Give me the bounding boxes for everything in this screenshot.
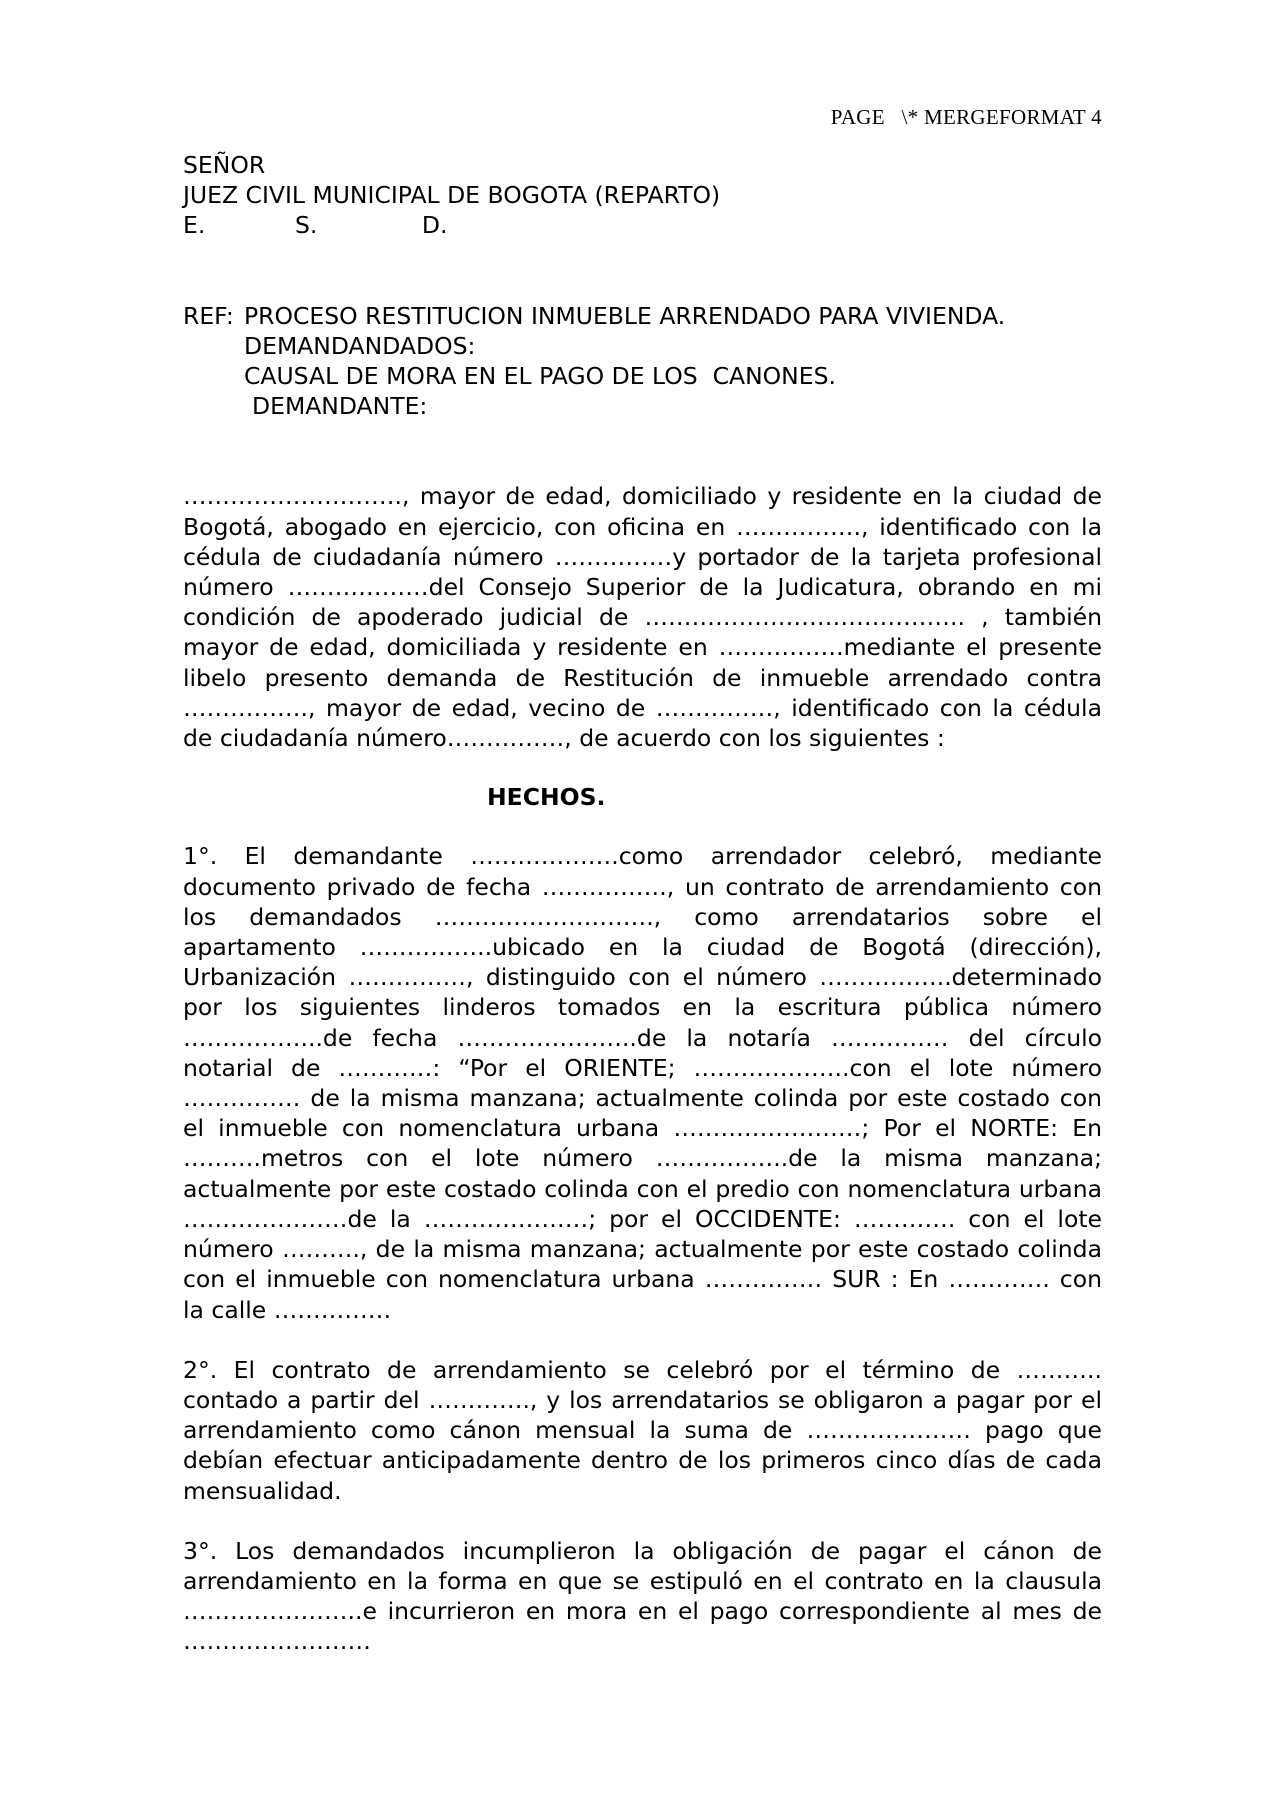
- addressee-title: SEÑOR: [183, 151, 266, 179]
- addressee-esd: E. S. D.: [183, 211, 448, 240]
- reference-plaintiff: DEMANDANTE:: [252, 392, 428, 421]
- fact-2: 2°. El contrato de arrendamiento se celebró por el término de ……….. contado a partir del …………., y los arrendatarios se obligaron a pagar por el arrendamiento como cánon mensual la suma de ………………… pago que debían efectuar anticipadamente dentro de los primeros cinco días de cada mensualidad.: [183, 1355, 1102, 1505]
- reference-defendants: DEMANDANDADOS:: [244, 331, 476, 360]
- facts-heading: HECHOS.: [487, 783, 606, 812]
- addressee-block: [183, 150, 1102, 241]
- reference-cause: CAUSAL DE MORA EN EL PAGO DE LOS CANONES.: [244, 362, 836, 391]
- page-field-code: PAGE \* MERGEFORMAT 4: [830, 105, 1102, 129]
- document-body: [183, 150, 1102, 1657]
- addressee-court: JUEZ CIVIL MUNICIPAL DE BOGOTA (REPARTO): [183, 181, 721, 210]
- fact-3: 3°. Los demandados incumplieron la obligación de pagar el cánon de arrendamiento en la forma en que se estipuló en el contrato en la clausula …………………..e incurrieron en mora en el pago correspondiente al mes de ……………………: [183, 1536, 1102, 1656]
- intro-paragraph: ………………………., mayor de edad, domiciliado y residente en la ciudad de Bogotá, abogado en ejercicio, con oficina en ……………., identificado con la cédula de ciudadanía número ……………y portador de la tarjeta profesional número ………………del Consejo Superior de la Judicatura, obrando en mi condición de apoderado judicial de ………………………………….. , también mayor de edad, domiciliada y residente en …………….mediante el presente libelo presento demanda de Restitución de inmueble arrendado contra ……………., mayor de edad, vecino de ……………, identificado con la cédula de ciudadanía número……………, de acuerdo con los siguientes :: [183, 482, 1102, 753]
- reference-block: [183, 301, 1102, 422]
- reference-label: REF:: [183, 301, 234, 330]
- reference-process: PROCESO RESTITUCION INMUEBLE ARRENDADO PARA VIVIENDA.: [244, 301, 1006, 330]
- fact-1: 1°. El demandante ……………….como arrendador celebró, mediante documento privado de fecha ……………., un contrato de arrendamiento con los demandados ………………………., como arrendatarios sobre el apartamento ……………..ubicado en la ciudad de Bogotá (dirección), Urbanización ……………, distinguido con el número ……………..determinado por los siguientes linderos tomados en la escritura pública número ……………...de fecha …………………..de la notaría …………… del círculo notarial de …………: “Por el ORIENTE; ………………..con el lote número …………… de la misma manzana; actualmente colinda por este costado con el inmueble con nomenclatura urbana ……………………; Por el NORTE: En ……….metros con el lote número ……………..de la misma manzana; actualmente por este costado colinda con el predio con nomenclatura urbana …………………de la …………………; por el OCCIDENTE: …………. con el lote número ………., de la misma manzana; actualmente por este costado colinda con el inmueble con nomenclatura urbana …………… SUR : En …………. con la calle ……………: [183, 842, 1102, 1324]
